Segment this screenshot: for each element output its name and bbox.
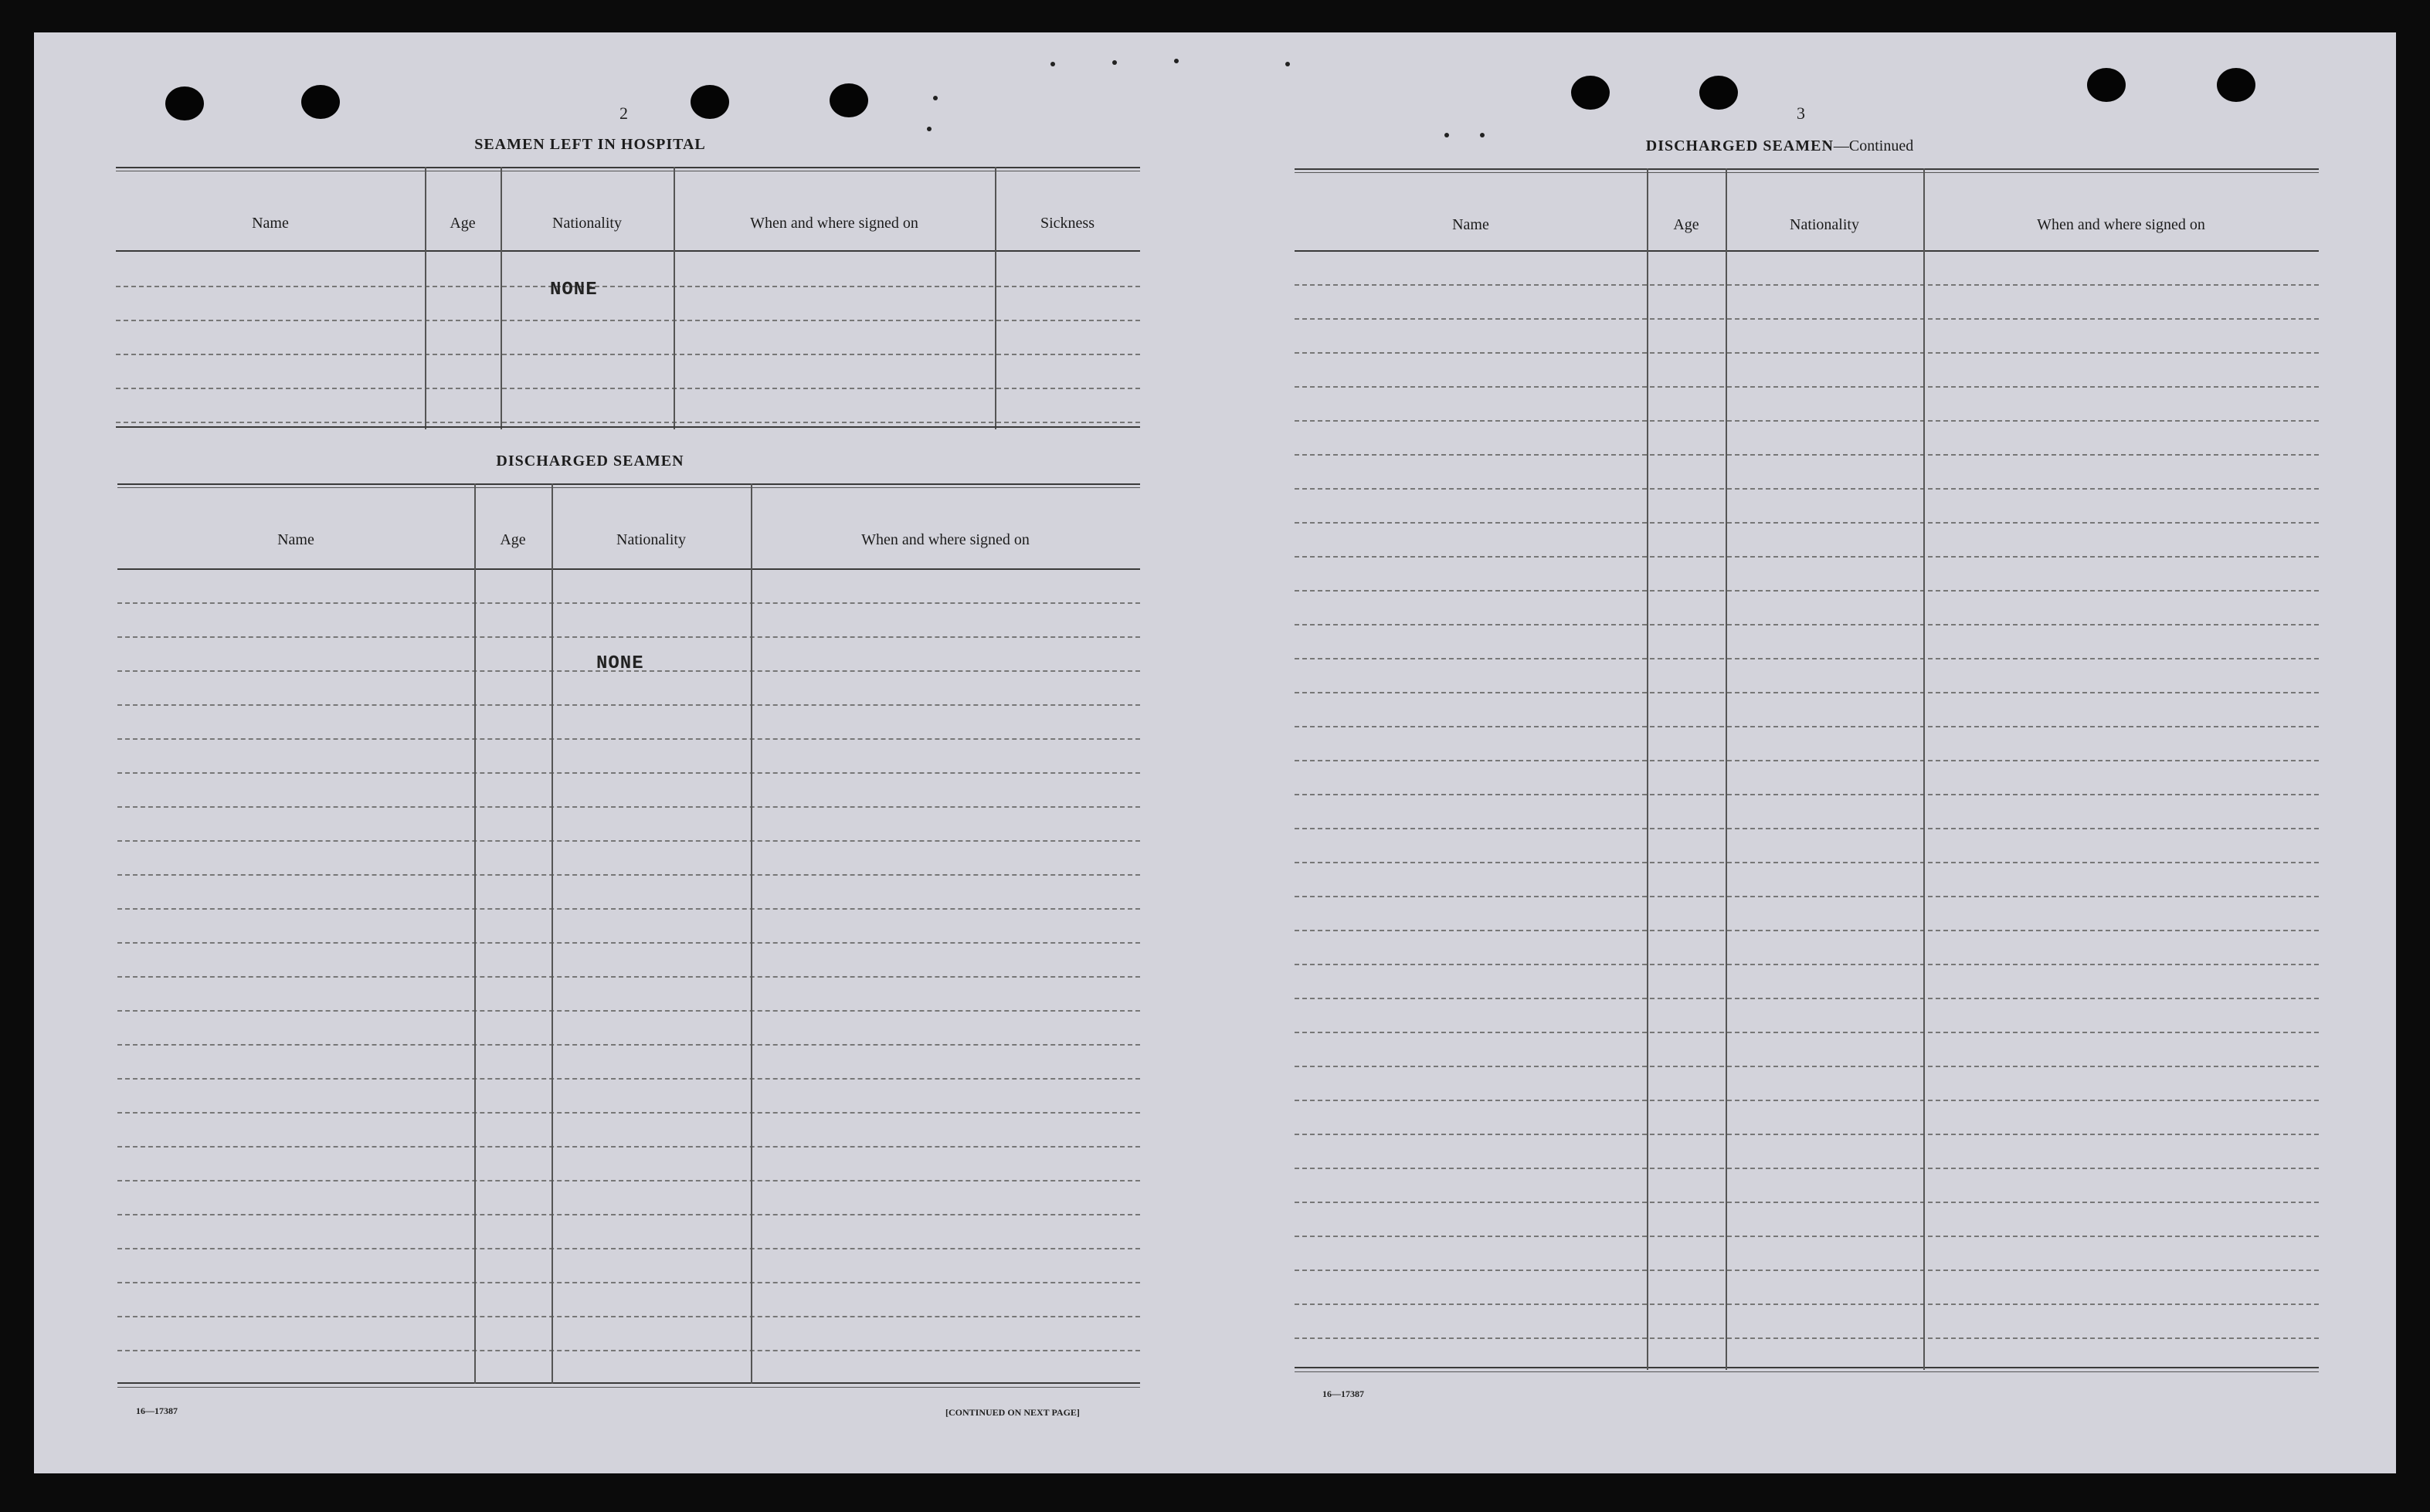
punch-hole	[830, 83, 868, 117]
speck	[1112, 60, 1117, 65]
speck	[1444, 133, 1449, 137]
speck	[927, 127, 932, 131]
punch-hole	[691, 85, 729, 119]
discharged-entry-none: NONE	[596, 653, 644, 674]
punch-hole	[1571, 76, 1610, 110]
discharged-table-right	[1295, 168, 2319, 1382]
discharged-section-title: DISCHARGED SEAMEN	[496, 453, 684, 470]
punch-hole	[301, 85, 340, 119]
discharged-continued-title-suffix: —Continued	[1833, 137, 1914, 154]
hospital-section-title: SEAMEN LEFT IN HOSPITAL	[474, 136, 706, 153]
discharged-table-left	[117, 483, 1140, 1398]
page-number-left: 2	[619, 103, 628, 123]
column-header-signed-on: When and where signed on	[2037, 216, 2205, 233]
page-number-right: 3	[1797, 103, 1805, 123]
document-sheet	[34, 32, 2396, 1473]
discharged-continued-title	[1579, 137, 1980, 155]
speck	[933, 96, 938, 100]
column-header-age: Age	[1673, 216, 1699, 233]
column-header-name: Name	[1452, 216, 1489, 233]
column-header-age: Age	[450, 215, 476, 232]
column-header-sickness: Sickness	[1040, 215, 1095, 232]
column-header-signed-on: When and where signed on	[750, 215, 918, 232]
hospital-entry-none: NONE	[550, 280, 598, 300]
speck	[1174, 59, 1179, 63]
discharged-continued-title-main: DISCHARGED SEAMEN	[1645, 137, 1834, 154]
speck	[1480, 133, 1485, 137]
column-header-name: Name	[277, 531, 314, 548]
punch-hole	[2217, 68, 2255, 102]
column-header-age: Age	[500, 531, 526, 548]
column-header-name: Name	[252, 215, 289, 232]
continued-note: [CONTINUED ON NEXT PAGE]	[945, 1407, 1080, 1418]
column-header-nationality: Nationality	[1790, 216, 1859, 233]
punch-hole	[1699, 76, 1738, 110]
punch-hole	[2087, 68, 2126, 102]
speck	[1050, 62, 1055, 66]
form-number-right: 16—17387	[1322, 1388, 1364, 1399]
form-number-left: 16—17387	[136, 1405, 178, 1416]
column-header-nationality: Nationality	[616, 531, 686, 548]
column-header-nationality: Nationality	[552, 215, 622, 232]
hospital-table	[116, 167, 1140, 429]
punch-hole	[165, 86, 204, 120]
column-header-signed-on: When and where signed on	[861, 531, 1030, 548]
speck	[1285, 62, 1290, 66]
